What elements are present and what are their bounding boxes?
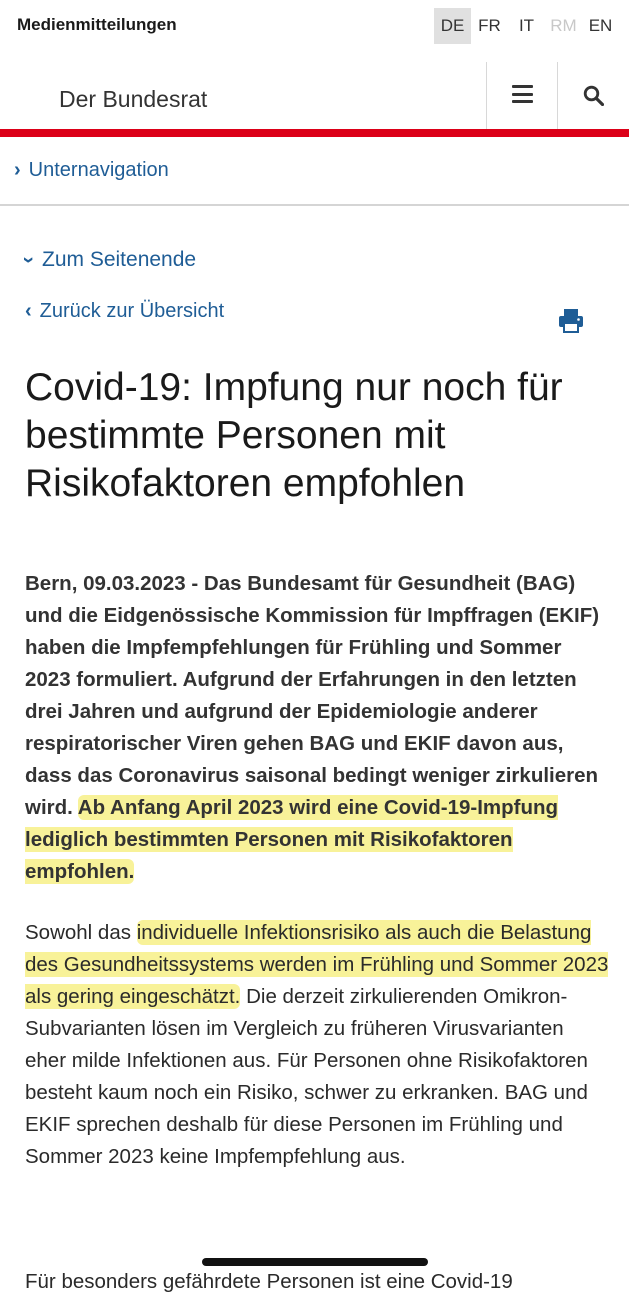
search-button[interactable]: [557, 62, 628, 130]
highlighted-text: Ab Anfang April 2023 wird eine Covid-19-Impfung lediglich bestimmten Personen mit Risikofaktoren empfohlen.: [25, 796, 559, 883]
jump-to-end-link[interactable]: [17, 248, 197, 272]
header-accent-line: [0, 129, 629, 137]
back-to-overview-label: Zurück zur Übersicht: [39, 300, 225, 322]
lang-it[interactable]: IT: [518, 16, 535, 35]
chevron-right-icon: ›: [14, 159, 21, 181]
page-title: Covid-19: Impfung nur noch für bestimmte Personen mit Risikofaktoren empfohlen: [25, 366, 563, 505]
section-title[interactable]: Medienmitteilungen: [17, 15, 177, 34]
body-paragraph: [25, 917, 610, 1173]
lang-de[interactable]: DE: [434, 8, 471, 44]
hamburger-menu-icon: [512, 85, 533, 103]
printer-icon[interactable]: [558, 308, 584, 333]
top-bar: [0, 0, 629, 52]
body-text-start: Sowohl das: [25, 921, 137, 944]
lang-en[interactable]: EN: [588, 16, 613, 35]
jump-to-end-label: Zum Seitenende: [42, 248, 197, 271]
subnavigation-bar: [0, 137, 629, 206]
search-icon: [583, 85, 604, 106]
lang-rm: RM: [550, 16, 577, 35]
lang-fr[interactable]: FR: [478, 16, 501, 35]
chevron-left-icon: ‹: [25, 300, 32, 322]
subnavigation-label: Unternavigation: [28, 159, 169, 181]
menu-button[interactable]: [486, 62, 557, 130]
home-indicator[interactable]: [202, 1258, 428, 1266]
lead-text: Bern, 09.03.2023 - Das Bundesamt für Gesundheit (BAG) und die Eidgenössische Kommission für Impffragen (EKIF) haben die Impfempfehlungen für Frühling und Sommer 2023 formuliert. Aufgrund der Erfahrungen in den letzten drei Jahren und aufgrund der Epidemiologie anderer respiratorischer Viren gehen BAG und EKIF davon aus, dass das Coronavirus saisonal bedingt weniger zirkulieren wird.: [25, 572, 600, 819]
language-switcher: [434, 8, 619, 44]
site-header: [0, 62, 629, 130]
back-to-overview-link[interactable]: [25, 300, 224, 323]
chevron-down-icon: ›: [17, 256, 41, 264]
highlighted-text: individuelle Infektionsrisiko als auch die Belastung des Gesundheitssystems werden im Frühling und Sommer 2023 als gering eingeschätzt.: [25, 921, 609, 1008]
next-paragraph-partial: Für besonders gefährdete Personen ist eine Covid-19: [25, 1270, 513, 1293]
site-brand[interactable]: Der Bundesrat: [59, 86, 208, 112]
subnavigation-toggle[interactable]: [14, 159, 169, 182]
body-text-end: Die derzeit zirkulierenden Omikron-Subvarianten lösen im Vergleich zu früheren Virusvarianten eher milde Infektionen aus. Für Personen ohne Risikofaktoren besteht kaum noch ein Risiko, schwer zu erkranken. BAG und EKIF sprechen deshalb für diese Personen im Frühling und Sommer 2023 keine Impfempfehlung aus.: [25, 985, 588, 1168]
lead-paragraph: [25, 568, 610, 888]
